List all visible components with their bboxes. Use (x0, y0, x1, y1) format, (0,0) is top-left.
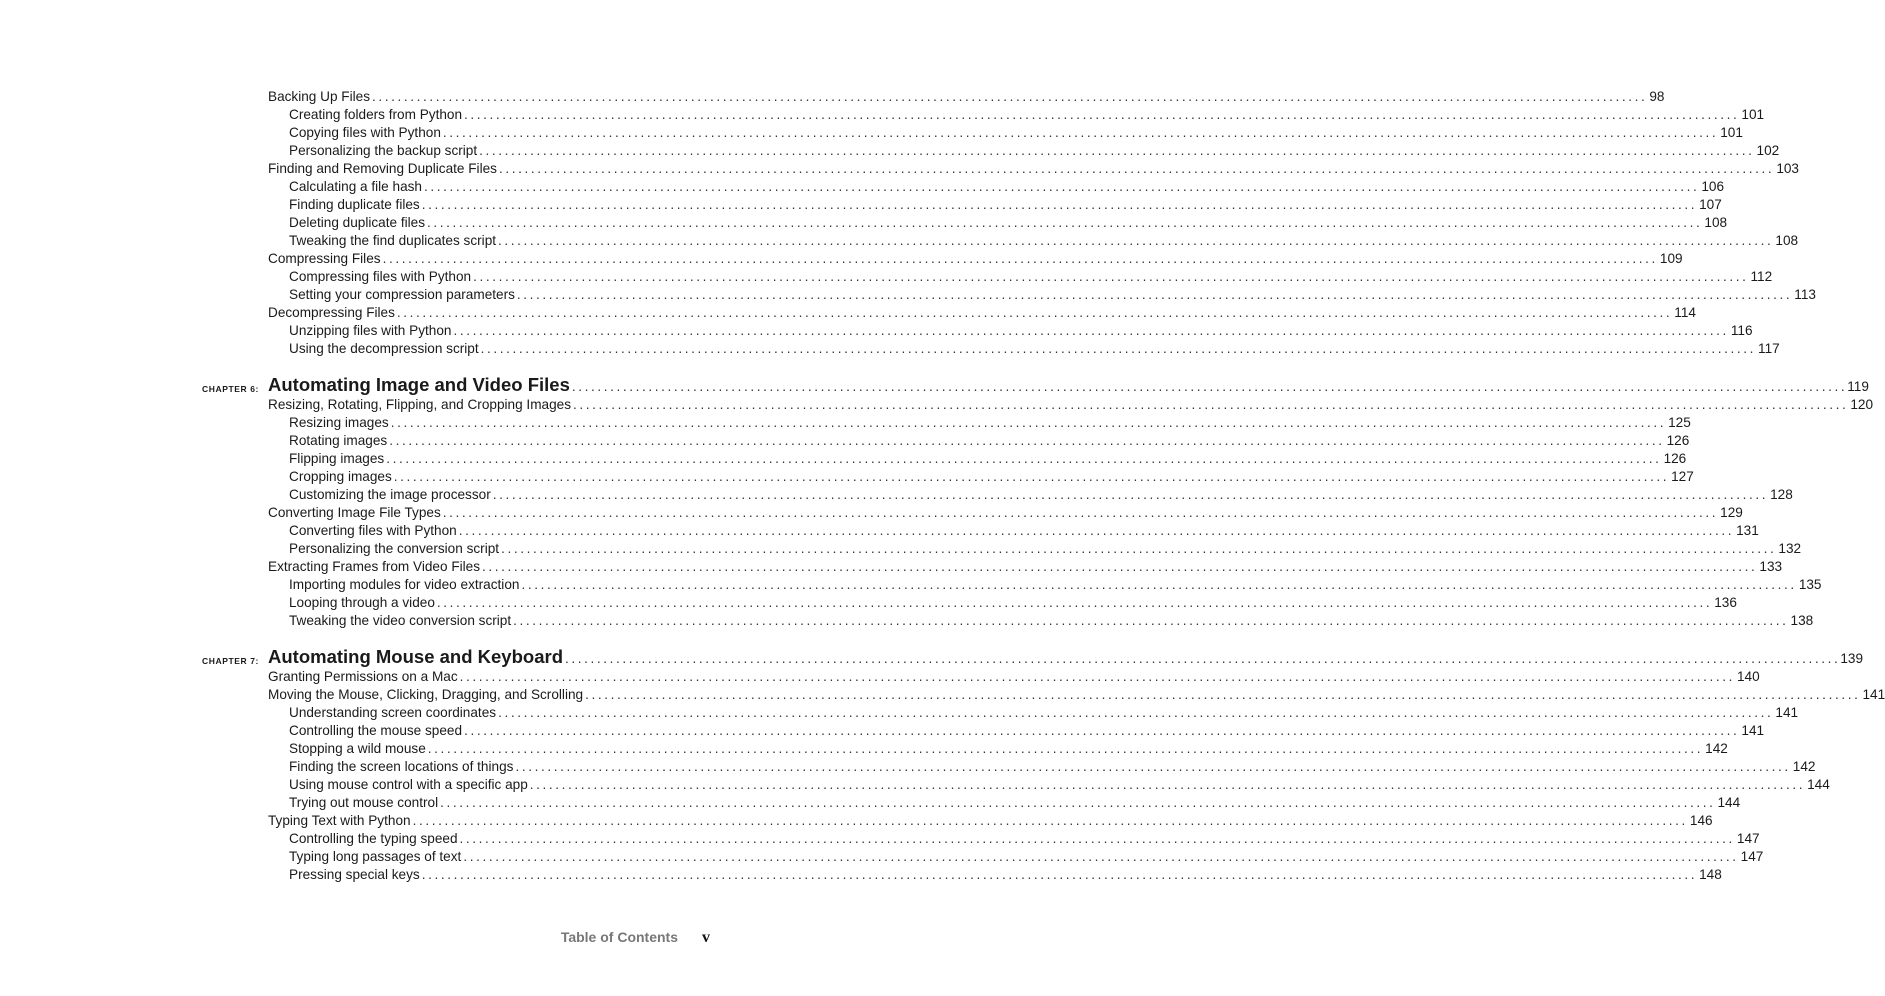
dot-leader: ........................................................................................................................................................................................................ (463, 849, 1739, 864)
entry-title: Tweaking the video conversion script (289, 613, 512, 628)
page-number: 126 (1663, 451, 1687, 466)
toc-subsection (0, 612, 1814, 630)
dot-leader: ........................................................................................................................................................................................................ (571, 379, 1848, 394)
page-number: 120 (1850, 397, 1874, 412)
entry-title: Looping through a video (289, 595, 435, 610)
entry-title: Deleting duplicate files (289, 215, 426, 230)
toc-subsection (0, 594, 1737, 612)
entry-title: Understanding screen coordinates (289, 705, 497, 720)
toc-subsection (0, 830, 1760, 848)
page-number: 141 (1862, 687, 1885, 702)
dot-leader: ........................................................................................................................................................................................................ (513, 613, 1789, 628)
toc-subsection (0, 232, 1799, 250)
dot-leader: ........................................................................................................................................................................................................ (393, 469, 1670, 484)
dot-leader: ........................................................................................................................................................................................................ (464, 723, 1740, 738)
dot-leader: ........................................................................................................................................................................................................ (382, 251, 1658, 266)
chapter-label: CHAPTER 7: (201, 656, 259, 666)
dot-leader: ........................................................................................................................................................................................................ (424, 179, 1700, 194)
toc-section (0, 250, 1683, 268)
dot-leader: ........................................................................................................................................................................................................ (453, 323, 1729, 338)
toc-subsection (0, 124, 1743, 142)
dot-leader: ........................................................................................................................................................................................................ (585, 687, 1861, 702)
dot-leader: ........................................................................................................................................................................................................ (421, 197, 1698, 212)
dot-leader: ........................................................................................................................................................................................................ (482, 559, 1758, 574)
page-number: 138 (1790, 613, 1814, 628)
page-number: 139 (1840, 651, 1864, 666)
toc-subsection (0, 794, 1741, 812)
page-number: 116 (1730, 323, 1753, 338)
toc-subsection (0, 758, 1816, 776)
page-number: 101 (1720, 125, 1743, 140)
entry-title: Pressing special keys (289, 867, 420, 882)
page-number: 125 (1668, 415, 1691, 430)
toc-section (0, 304, 1696, 322)
dot-leader: ........................................................................................................................................................................................................ (498, 161, 1775, 176)
page-number: 141 (1775, 705, 1799, 720)
chapter-label: CHAPTER 6: (201, 384, 259, 394)
page-number: 144 (1717, 795, 1741, 810)
page-number: 106 (1701, 179, 1725, 194)
entry-title: Finding the screen locations of things (289, 759, 514, 774)
entry-title: Moving the Mouse, Clicking, Dragging, and Scrolling (268, 687, 584, 702)
entry-title: Resizing, Rotating, Flipping, and Cropping Images (268, 397, 572, 412)
dot-leader: ........................................................................................................................................................................................................ (498, 705, 1774, 720)
toc-subsection (0, 196, 1722, 214)
entry-title: Extracting Frames from Video Files (268, 559, 481, 574)
dot-leader: ........................................................................................................................................................................................................ (440, 795, 1716, 810)
toc-section (0, 504, 1743, 522)
dot-leader: ........................................................................................................................................................................................................ (459, 669, 1735, 684)
page-number: 146 (1689, 813, 1713, 828)
page-number: 127 (1671, 469, 1694, 484)
entry-title: Creating folders from Python (289, 107, 463, 122)
toc-subsection (0, 486, 1793, 504)
page-number: 135 (1798, 577, 1822, 592)
toc-subsection (0, 450, 1687, 468)
entry-title: Stopping a wild mouse (289, 741, 426, 756)
page-number: 142 (1792, 759, 1816, 774)
dot-leader: ........................................................................................................................................................................................................ (565, 651, 1841, 666)
dot-leader: ........................................................................................................................................................................................................ (442, 125, 1719, 140)
toc-section (0, 686, 1885, 704)
page-number: 119 (1847, 379, 1869, 394)
toc-subsection (0, 340, 1780, 358)
page-number: 140 (1737, 669, 1760, 684)
page-number: 148 (1699, 867, 1722, 882)
entry-title: Using the decompression script (289, 341, 479, 356)
page-number: 131 (1736, 523, 1759, 538)
entry-title: Compressing files with Python (289, 269, 472, 284)
entry-title: Finding and Removing Duplicate Files (268, 161, 497, 176)
dot-leader: ........................................................................................................................................................................................................ (386, 451, 1662, 466)
entry-title: Flipping images (289, 451, 385, 466)
page-number: 108 (1704, 215, 1728, 230)
entry-title: Finding duplicate files (289, 197, 420, 212)
entry-title: Customizing the image processor (289, 487, 491, 502)
page-number: 117 (1758, 341, 1780, 356)
entry-title: Controlling the mouse speed (289, 723, 463, 738)
page-number: 133 (1759, 559, 1783, 574)
dot-leader: ........................................................................................................................................................................................................ (516, 287, 1793, 302)
toc-subsection (0, 468, 1694, 486)
entry-title: Setting your compression parameters (289, 287, 515, 302)
dot-leader: ........................................................................................................................................................................................................ (442, 505, 1719, 520)
dot-leader: ........................................................................................................................................................................................................ (480, 341, 1757, 356)
dot-leader: ........................................................................................................................................................................................................ (501, 541, 1777, 556)
toc-subsection (0, 540, 1802, 558)
dot-leader: ........................................................................................................................................................................................................ (421, 867, 1698, 882)
toc-subsection (0, 740, 1728, 758)
page-number: 136 (1714, 595, 1737, 610)
toc-section (0, 88, 1665, 106)
table-of-contents (0, 88, 1885, 884)
toc-section (0, 160, 1799, 178)
dot-leader: ........................................................................................................................................................................................................ (396, 305, 1673, 320)
toc-subsection (0, 776, 1830, 794)
page-number: 129 (1720, 505, 1743, 520)
toc-subsection (0, 848, 1764, 866)
dot-leader: ........................................................................................................................................................................................................ (427, 215, 1703, 230)
page-number: 107 (1699, 197, 1722, 212)
page-number: 101 (1741, 107, 1765, 122)
dot-leader: ........................................................................................................................................................................................................ (427, 741, 1704, 756)
entry-title: Tweaking the find duplicates script (289, 233, 497, 248)
page-number: 108 (1775, 233, 1799, 248)
entry-title: Using mouse control with a specific app (289, 777, 528, 792)
entry-title: Automating Mouse and Keyboard (268, 646, 563, 667)
entry-title: Unzipping files with Python (289, 323, 452, 338)
dot-leader: ........................................................................................................................................................................................................ (372, 89, 1648, 104)
toc-chapter (0, 371, 1869, 396)
toc-subsection (0, 414, 1691, 432)
page-number: 114 (1674, 305, 1696, 320)
dot-leader: ........................................................................................................................................................................................................ (498, 233, 1774, 248)
page-number: 103 (1776, 161, 1799, 176)
toc-subsection (0, 268, 1773, 286)
toc-subsection (0, 722, 1765, 740)
entry-title: Trying out mouse control (289, 795, 439, 810)
dot-leader: ........................................................................................................................................................................................................ (458, 523, 1735, 538)
page-number: 98 (1649, 89, 1665, 104)
entry-title: Typing long passages of text (289, 849, 462, 864)
page-number: 126 (1666, 433, 1690, 448)
dot-leader: ........................................................................................................................................................................................................ (436, 595, 1713, 610)
footer-title: Table of Contents (560, 929, 678, 945)
dot-leader: ........................................................................................................................................................................................................ (390, 415, 1667, 430)
toc-subsection (0, 106, 1765, 124)
entry-title: Compressing Files (268, 251, 381, 266)
page-number: 128 (1770, 487, 1793, 502)
toc-subsection (0, 178, 1725, 196)
page-number: 141 (1741, 723, 1765, 738)
dot-leader: ........................................................................................................................................................................................................ (479, 143, 1755, 158)
dot-leader: ........................................................................................................................................................................................................ (473, 269, 1749, 284)
dot-leader: ........................................................................................................................................................................................................ (464, 107, 1740, 122)
entry-title: Controlling the typing speed (289, 831, 458, 846)
dot-leader: ........................................................................................................................................................................................................ (412, 813, 1688, 828)
dot-leader: ........................................................................................................................................................................................................ (521, 577, 1797, 592)
page-number: 102 (1756, 143, 1780, 158)
entry-title: Personalizing the backup script (289, 143, 478, 158)
entry-title: Typing Text with Python (268, 813, 411, 828)
page-number: 109 (1659, 251, 1683, 266)
page-number: 132 (1778, 541, 1802, 556)
toc-chapter (0, 643, 1864, 668)
entry-title: Automating Image and Video Files (268, 374, 570, 395)
toc-section (0, 812, 1713, 830)
toc-subsection (0, 522, 1759, 540)
dot-leader: ........................................................................................................................................................................................................ (389, 433, 1665, 448)
toc-subsection (0, 214, 1728, 232)
entry-title: Cropping images (289, 469, 392, 484)
page-number: 147 (1740, 849, 1764, 864)
toc-subsection (0, 704, 1799, 722)
toc-subsection (0, 142, 1780, 160)
footer-page-number: v (702, 929, 710, 946)
toc-section (0, 668, 1760, 686)
entry-title: Granting Permissions on a Mac (268, 669, 458, 684)
entry-title: Calculating a file hash (289, 179, 422, 194)
toc-subsection (0, 576, 1822, 594)
page-number: 147 (1736, 831, 1760, 846)
entry-title: Importing modules for video extraction (289, 577, 520, 592)
page-number: 112 (1750, 269, 1773, 284)
dot-leader: ........................................................................................................................................................................................................ (515, 759, 1791, 774)
dot-leader: ........................................................................................................................................................................................................ (459, 831, 1735, 846)
entry-title: Decompressing Files (268, 305, 395, 320)
entry-title: Personalizing the conversion script (289, 541, 500, 556)
page-number: 113 (1794, 287, 1816, 302)
entry-title: Backing Up Files (268, 89, 370, 104)
page-number: 142 (1705, 741, 1728, 756)
toc-section (0, 558, 1783, 576)
toc-subsection (0, 322, 1753, 340)
entry-title: Rotating images (289, 433, 388, 448)
dot-leader: ........................................................................................................................................................................................................ (492, 487, 1769, 502)
page-footer (561, 929, 710, 947)
toc-section (0, 396, 1874, 414)
entry-title: Converting Image File Types (268, 505, 441, 520)
dot-leader: ........................................................................................................................................................................................................ (529, 777, 1806, 792)
dot-leader: ........................................................................................................................................................................................................ (573, 397, 1849, 412)
toc-subsection (0, 286, 1816, 304)
entry-title: Copying files with Python (289, 125, 441, 140)
page-number: 144 (1807, 777, 1830, 792)
entry-title: Converting files with Python (289, 523, 457, 538)
toc-subsection (0, 432, 1690, 450)
entry-title: Resizing images (289, 415, 389, 430)
toc-subsection (0, 866, 1722, 884)
